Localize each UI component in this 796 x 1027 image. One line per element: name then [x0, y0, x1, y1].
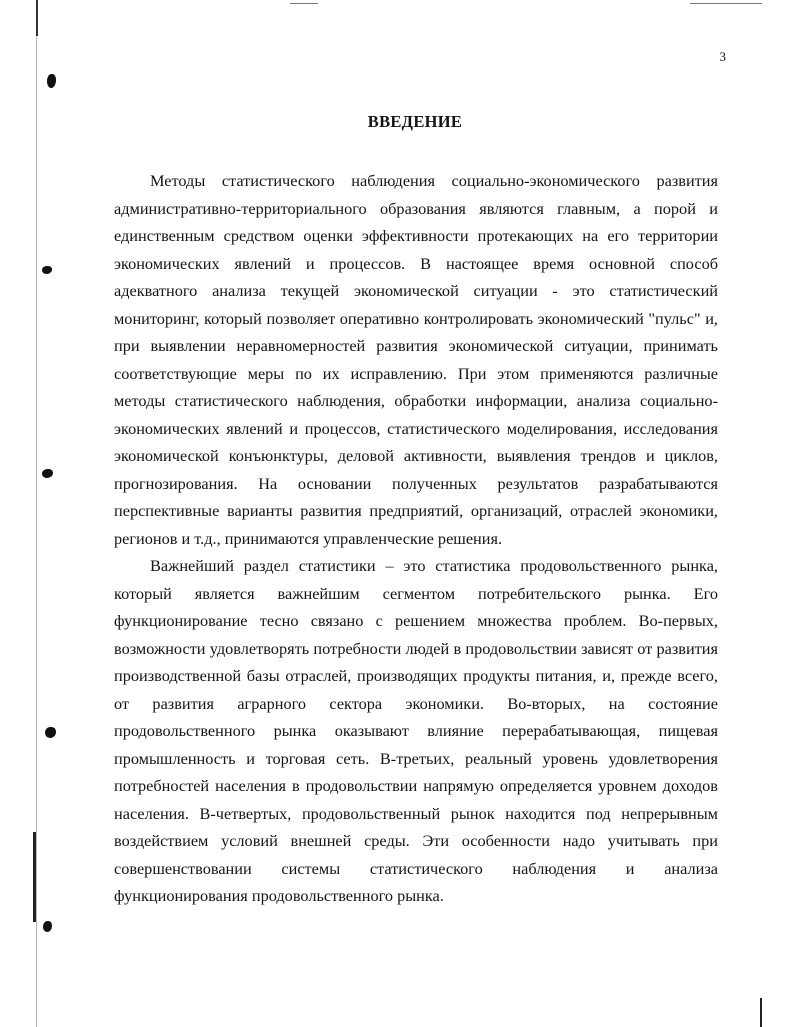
- punch-hole-mark: [47, 74, 56, 88]
- paragraph-text: Методы статистического наблюдения социально-экономического развития административно-территориального образования являются главным, а порой и единственным средством оценки эффективности протекающих на его территории экономических явлений и процессов. В настоящее время основной способ адекватного анализа текущей экономической ситуации - это статистический мониторинг, который позволяет оперативно контролировать экономический "пульс" и, при выявлении неравномерностей развития экономической ситуации, принимать соответствующие меры по их исправлению. При этом применяются различные методы статистического наблюдения, обработки информации, анализа социально-экономических явлений и процессов, статистического моделирования, исследования экономической конъюнктуры, деловой активности, выявления трендов и циклов, прогнозирования. На основании полученных результатов разрабатываются перспективные варианты развития предприятий, организаций, отраслей экономики, регионов и т.д., принимаются управленческие решения.: [114, 171, 718, 548]
- paragraph-text: Важнейший раздел статистики – это статистика продовольственного рынка, который является важнейшим сегментом потребительского рынка. Его функционирование тесно связано с решением множества проблем. Во-первых, возможности удовлетворять потребности людей в продовольствии зависят от развития производственной базы отраслей, производящих продукты питания, и, прежде всего, от развития аграрного сектора экономики. Во-вторых, на состояние продовольственного рынка оказывают влияние перерабатывающая, пищевая промышленность и торговая сеть. В-третьих, реальный уровень удовлетворения потребностей населения в продовольствии напрямую определяется уровнем доходов населения. В-четвертых, продовольственный рынок находится под непрерывным воздействием условий внешней среды. Эти особенности надо учитывать при совершенствовании системы статистического наблюдения и анализа функционирования продовольственного рынка.: [114, 556, 718, 905]
- binding-margin-line-top: [36, 0, 38, 36]
- binding-margin-line: [36, 0, 37, 1027]
- scan-edge-mark-right: [760, 998, 762, 1027]
- paragraph: [114, 552, 718, 910]
- page-number: 3: [719, 49, 726, 64]
- punch-hole-mark: [43, 921, 52, 932]
- binding-margin-line-thick: [33, 832, 36, 922]
- punch-hole-mark: [42, 469, 53, 478]
- body-text: [114, 167, 718, 910]
- scan-edge-mark: [290, 3, 318, 4]
- page-title: ВВЕДЕНИЕ: [367, 112, 463, 131]
- punch-hole-mark: [45, 727, 56, 738]
- punch-hole-mark: [42, 266, 52, 274]
- scan-edge-mark: [690, 3, 762, 4]
- paragraph: [114, 167, 718, 552]
